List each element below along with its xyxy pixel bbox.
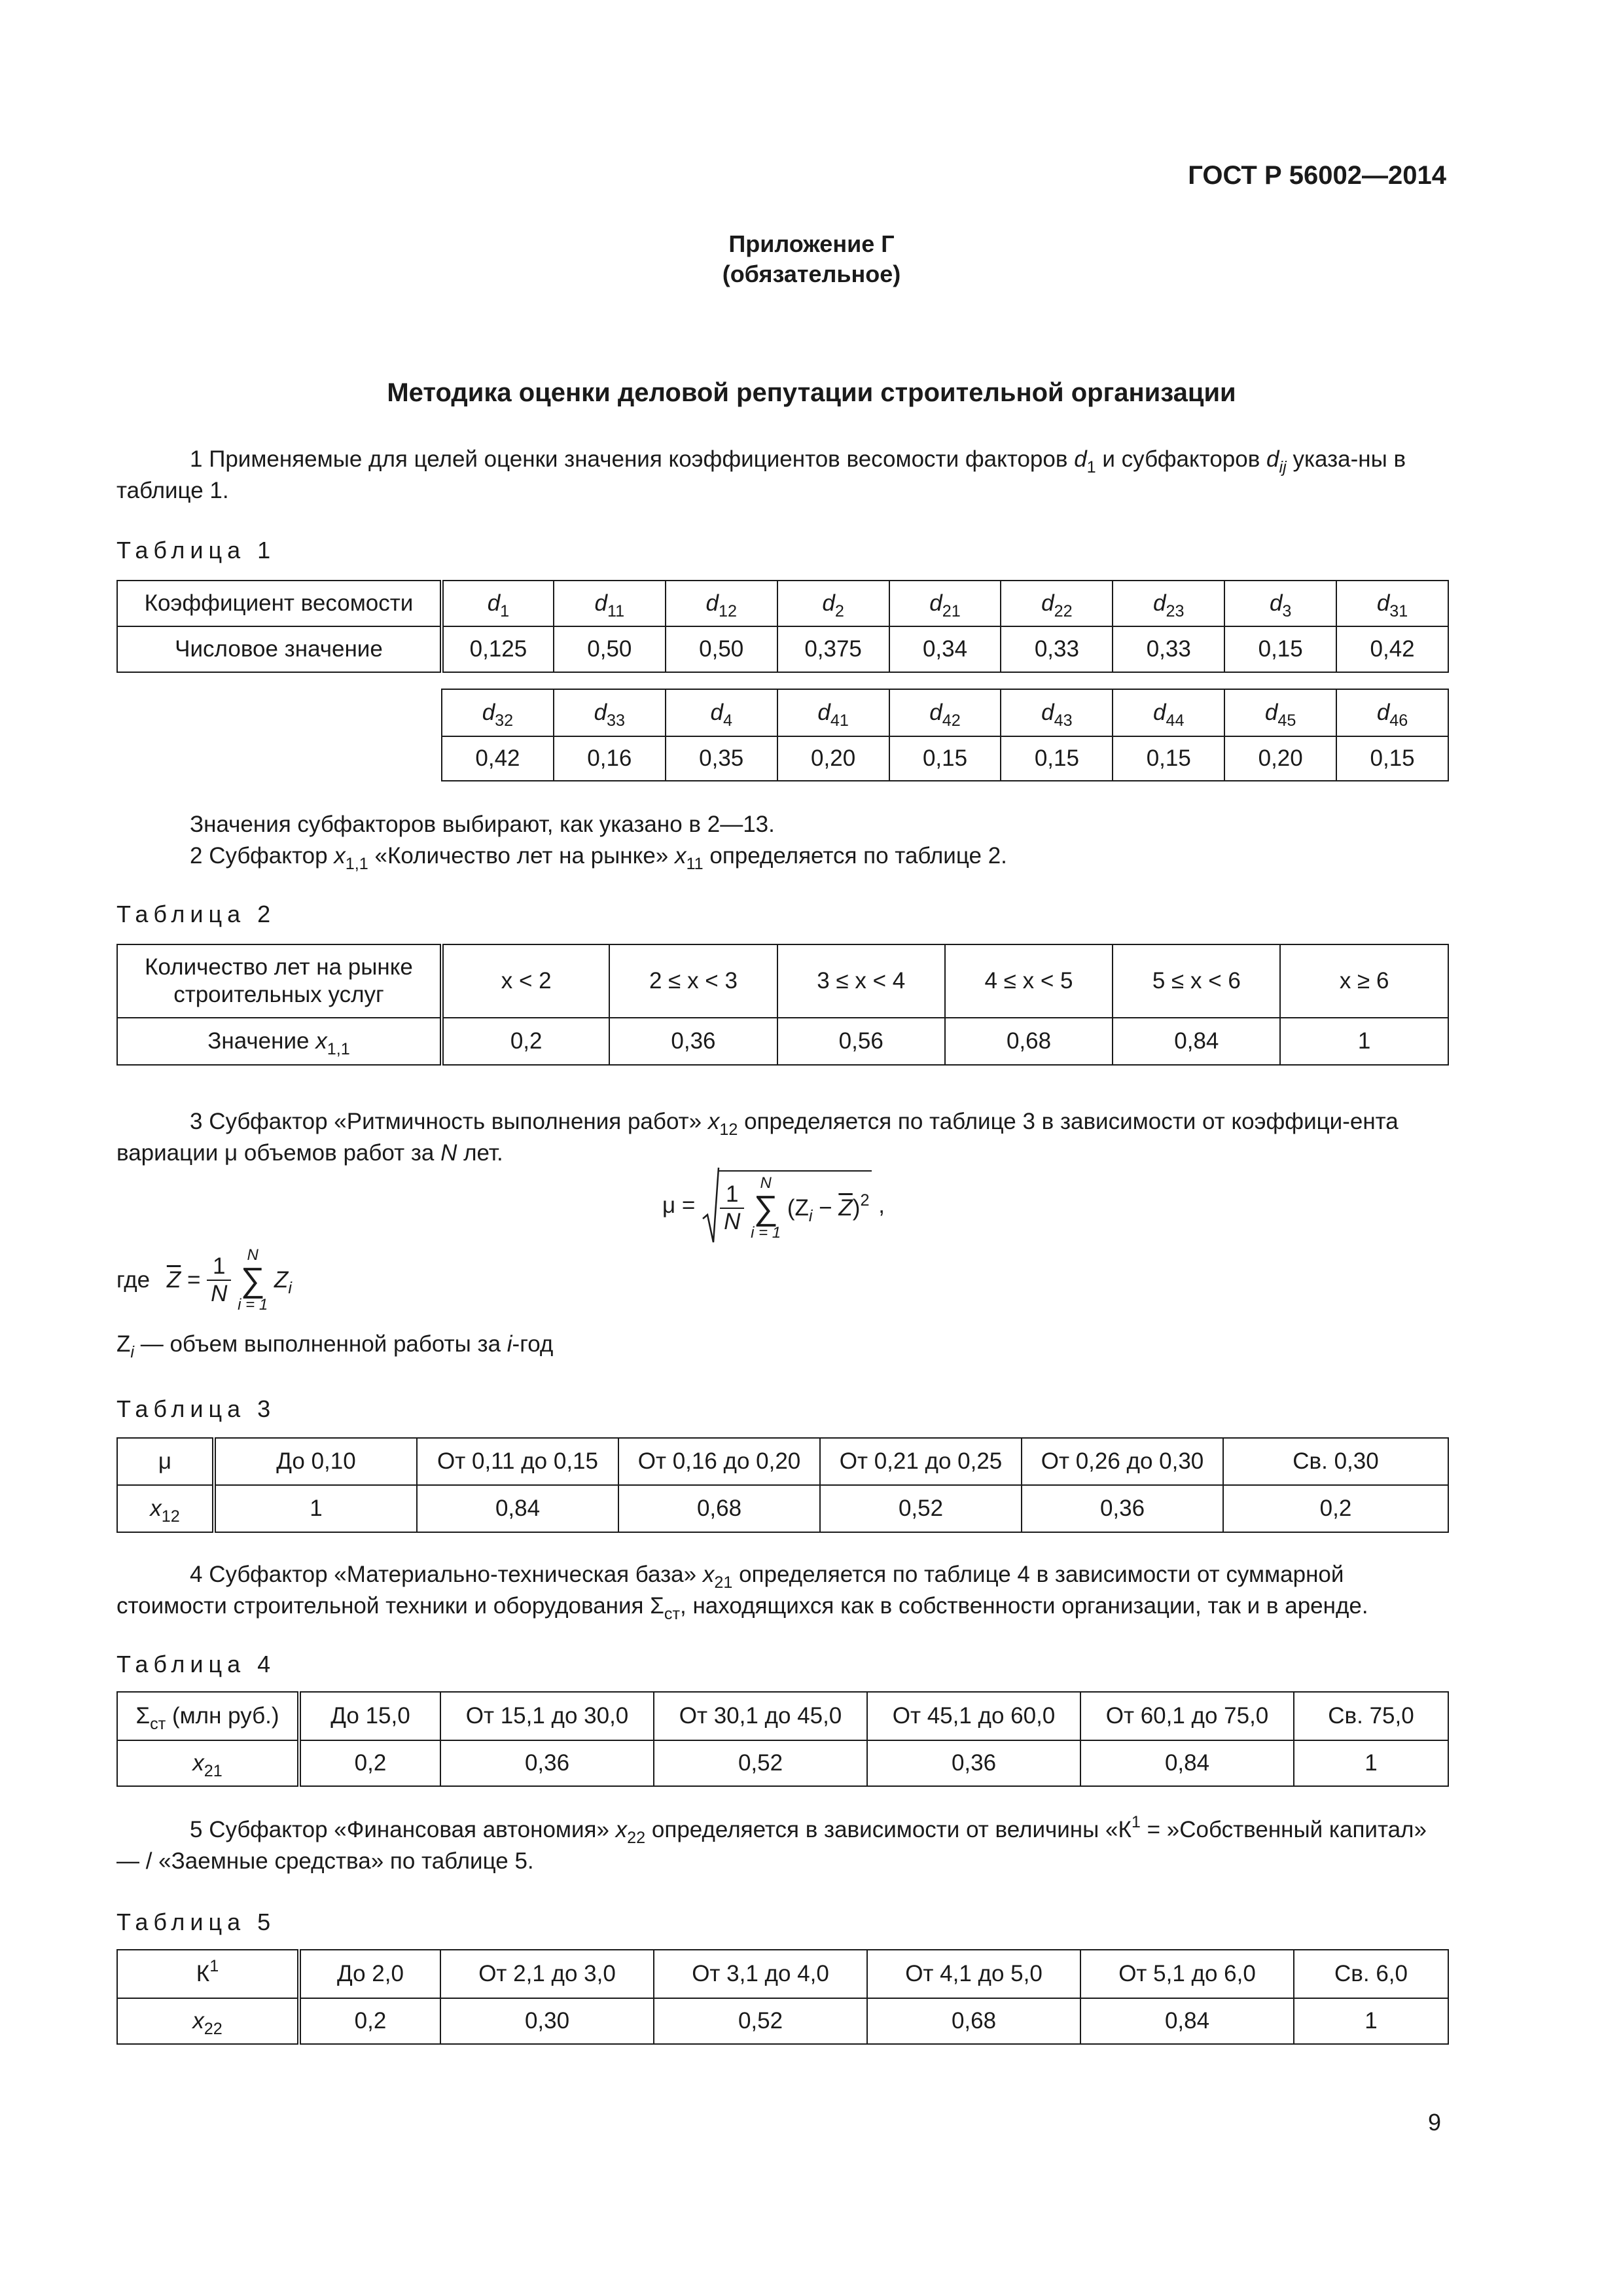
table-cell: 0,50 xyxy=(666,626,777,672)
table-cell: 1 xyxy=(1280,1018,1448,1065)
table-cell: 0,84 xyxy=(1080,1740,1294,1786)
table-cell: 0,15 xyxy=(1224,626,1336,672)
paragraph-3: 3 Субфактор «Ритмичность выполнения работ» $x_{12}$ определяется по таблице 3 в зависимости от коэффици-ента вариации μ объемов работ за N лет. xyxy=(116,1109,1399,1166)
table-2 xyxy=(116,944,1449,1066)
table-1-row-b xyxy=(441,689,1449,781)
table-cell: От 0,26 до 0,30 xyxy=(1022,1438,1223,1485)
table-cell: 0,84 xyxy=(417,1485,618,1532)
table-cell: До 0,10 xyxy=(214,1438,417,1485)
paragraph-1: 1 Применяемые для целей оценки значения коэффициентов весомости факторов $d_1$ и субфакторов $d_{ij}$ указа-ны в таблице 1. xyxy=(116,446,1406,503)
table-cell: 0,20 xyxy=(1224,736,1336,781)
table-cell: От 60,1 до 75,0 xyxy=(1080,1692,1294,1740)
table-cell: $x_{12}$ xyxy=(117,1485,214,1532)
table-cell: $d_{33}$ xyxy=(554,689,666,736)
table-cell: 0,50 xyxy=(554,626,666,672)
table-4-caption: Таблица 4 xyxy=(116,1651,276,1677)
table-cell: Св. 6,0 xyxy=(1294,1950,1448,1998)
table-cell: Св. 75,0 xyxy=(1294,1692,1448,1740)
table-cell: $d_{22}$ xyxy=(1001,581,1113,626)
table-cell: 0,52 xyxy=(654,1998,867,2044)
table-cell: x < 2 xyxy=(442,944,609,1018)
table-cell: 0,125 xyxy=(442,626,554,672)
table-cell: 0,30 xyxy=(440,1998,654,2044)
table-cell: 0,68 xyxy=(945,1018,1113,1065)
table-cell: 0,52 xyxy=(654,1740,867,1786)
table-cell: 0,375 xyxy=(777,626,889,672)
table-cell: $d_3$ xyxy=(1224,581,1336,626)
table-cell: 0,56 xyxy=(777,1018,945,1065)
table-cell: Количество лет на рынке строительных услуг xyxy=(117,944,442,1018)
table-cell: $d_{45}$ xyxy=(1224,689,1336,736)
standard-number: ГОСТ Р 56002—2014 xyxy=(1188,161,1446,190)
table-cell: 0,36 xyxy=(867,1740,1080,1786)
table-cell: От 15,1 до 30,0 xyxy=(440,1692,654,1740)
paragraph-5: 5 Субфактор «Финансовая автономия» $x_{22}$ определяется в зависимости от величины «$К^1$ = »Собственный капитал» — / «Заемные средства» по таблице 5. xyxy=(116,1812,1427,1874)
table-cell: 0,36 xyxy=(609,1018,777,1065)
table-cell: $d_{31}$ xyxy=(1336,581,1448,626)
appendix-title: Приложение Г xyxy=(728,230,895,257)
table-2-caption: Таблица 2 xyxy=(116,901,276,927)
table-cell: 0,2 xyxy=(442,1018,609,1065)
table-cell: 1 xyxy=(214,1485,417,1532)
table-cell: От 0,21 до 0,25 xyxy=(820,1438,1022,1485)
table-cell: $d_{43}$ xyxy=(1001,689,1113,736)
appendix-note: (обязательное) xyxy=(722,260,901,287)
table-cell: $d_{46}$ xyxy=(1336,689,1448,736)
table-cell: До 15,0 xyxy=(299,1692,440,1740)
table-cell: 0,36 xyxy=(1022,1485,1223,1532)
table-cell: Св. 0,30 xyxy=(1223,1438,1448,1485)
table-cell: $d_{42}$ xyxy=(889,689,1001,736)
table-cell: 0,42 xyxy=(1336,626,1448,672)
table-cell: 2 ≤ x < 3 xyxy=(609,944,777,1018)
table-cell: 1 xyxy=(1294,1998,1448,2044)
table-cell: $d_{11}$ xyxy=(554,581,666,626)
table-cell: 3 ≤ x < 4 xyxy=(777,944,945,1018)
table-cell: μ xyxy=(117,1438,214,1485)
table-cell: $d_{44}$ xyxy=(1113,689,1224,736)
paragraph-4: 4 Субфактор «Материально-техническая база» $x_{21}$ определяется по таблице 4 в зависимости от суммарной стоимости строительной техники и оборудования $\Sigma_{ст}$, находящихся как в собственности организации, так и в аренде. xyxy=(116,1562,1368,1623)
table-cell: От 4,1 до 5,0 xyxy=(867,1950,1080,1998)
table-cell: От 30,1 до 45,0 xyxy=(654,1692,867,1740)
table-cell: $d_{32}$ xyxy=(442,689,554,736)
table-5-caption: Таблица 5 xyxy=(116,1909,276,1935)
table-cell: 0,15 xyxy=(889,736,1001,781)
table-3 xyxy=(116,1437,1449,1533)
table-1-caption: Таблица 1 xyxy=(116,537,276,564)
table-cell: 0,16 xyxy=(554,736,666,781)
formula-zbar: где $\overline{Z}$ = $\frac{1}{N}$ N ∑ i = 1 $Z_i$ xyxy=(116,1246,292,1314)
table-cell: 0,2 xyxy=(299,1998,440,2044)
table-4 xyxy=(116,1691,1449,1787)
table-cell: $d_{23}$ xyxy=(1113,581,1224,626)
document-title: Методика оценки деловой репутации строительной организации xyxy=(387,378,1236,407)
table-cell: $x_{21}$ xyxy=(117,1740,299,1786)
page-number: 9 xyxy=(1427,2109,1441,2136)
table-cell: 0,33 xyxy=(1113,626,1224,672)
table-cell: $К^1$ xyxy=(117,1950,299,1998)
table-cell: 4 ≤ x < 5 xyxy=(945,944,1113,1018)
table-cell: 0,52 xyxy=(820,1485,1022,1532)
formula-mu: μ = $\frac{1}{N}$ N ∑ i = 1 $(Z_i - \overline{Z})^2$ , xyxy=(662,1166,885,1251)
table-cell: $\Sigma_{ст}$ (млн руб.) xyxy=(117,1692,299,1740)
table-3-caption: Таблица 3 xyxy=(116,1395,276,1422)
table-cell: 0,42 xyxy=(442,736,554,781)
table-cell: $d_4$ xyxy=(666,689,777,736)
table-cell: $x_{22}$ xyxy=(117,1998,299,2044)
table-cell: 0,68 xyxy=(618,1485,820,1532)
table-cell: От 2,1 до 3,0 xyxy=(440,1950,654,1998)
table-cell: 0,20 xyxy=(777,736,889,781)
paragraph-2: 2 Субфактор $x_{1,1}$ «Количество лет на рынке» $x_{11}$ определяется по таблице 2. xyxy=(190,843,1007,873)
table-cell: 0,2 xyxy=(1223,1485,1448,1532)
table-cell: $d_{12}$ xyxy=(666,581,777,626)
table-cell: $d_{41}$ xyxy=(777,689,889,736)
table-cell: Значение $x_{1,1}$ xyxy=(117,1018,442,1065)
table-cell: $d_{21}$ xyxy=(889,581,1001,626)
table-cell: Коэффициент весомости xyxy=(117,581,442,626)
table-cell: 0,84 xyxy=(1080,1998,1294,2044)
table-cell: x ≥ 6 xyxy=(1280,944,1448,1018)
table-1-row-a xyxy=(116,580,1449,673)
table-cell: 5 ≤ x < 6 xyxy=(1113,944,1280,1018)
table-cell: 1 xyxy=(1294,1740,1448,1786)
table-cell: От 0,11 до 0,15 xyxy=(417,1438,618,1485)
table-cell: Числовое значение xyxy=(117,626,442,672)
table-cell: От 5,1 до 6,0 xyxy=(1080,1950,1294,1998)
sigma-icon: ∑ xyxy=(240,1261,265,1299)
table-cell: 0,2 xyxy=(299,1740,440,1786)
table-cell: 0,84 xyxy=(1113,1018,1280,1065)
table-cell: От 45,1 до 60,0 xyxy=(867,1692,1080,1740)
table-cell: От 3,1 до 4,0 xyxy=(654,1950,867,1998)
table-cell: 0,33 xyxy=(1001,626,1113,672)
table-cell: 0,68 xyxy=(867,1998,1080,2044)
zi-definition: $Z_i$ — объем выполненной работы за i-год xyxy=(116,1331,554,1361)
sigma-icon: ∑ xyxy=(753,1189,778,1227)
table-cell: $d_2$ xyxy=(777,581,889,626)
table-cell: 0,15 xyxy=(1336,736,1448,781)
table-cell: 0,35 xyxy=(666,736,777,781)
sqrt-sign-icon xyxy=(702,1166,720,1245)
table-cell: 0,36 xyxy=(440,1740,654,1786)
table-cell: 0,15 xyxy=(1001,736,1113,781)
table-cell: $d_1$ xyxy=(442,581,554,626)
table-cell: 0,15 xyxy=(1113,736,1224,781)
table-cell: От 0,16 до 0,20 xyxy=(618,1438,820,1485)
table-cell: 0,34 xyxy=(889,626,1001,672)
table-5 xyxy=(116,1949,1449,2045)
table-cell: До 2,0 xyxy=(299,1950,440,1998)
subfactor-note: Значения субфакторов выбирают, как указано в 2—13. xyxy=(190,812,775,837)
